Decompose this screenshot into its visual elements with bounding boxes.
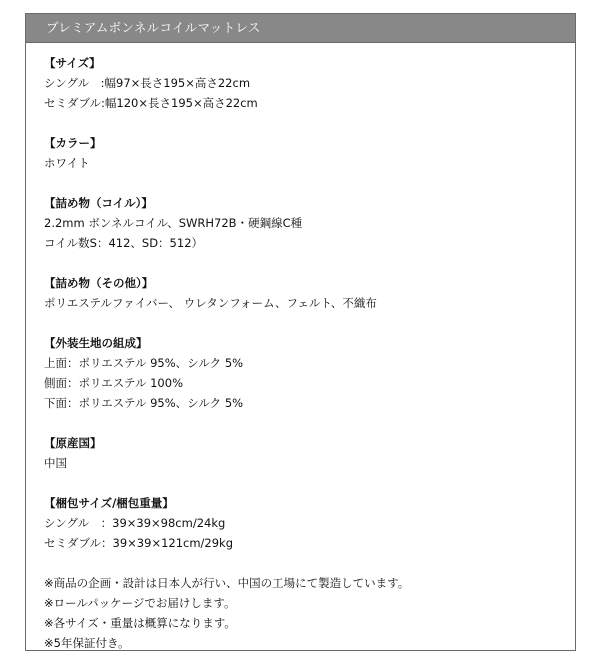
section-heading: 【サイズ】 <box>44 56 101 70</box>
product-title: プレミアムボンネルコイルマットレス <box>46 20 261 35</box>
spec-line: 2.2mm ボンネルコイル、SWRH72B・硬鋼線C種 <box>44 216 303 230</box>
spec-line: セミダブル：39×39×121cm/29kg <box>44 536 234 550</box>
section-heading: 【外装生地の組成】 <box>44 336 148 350</box>
spec-content <box>26 43 575 653</box>
section-origin <box>44 433 575 473</box>
spec-line: 上面：ポリエステル 95%、シルク 5% <box>44 356 244 370</box>
notes <box>44 573 575 653</box>
spec-line: シングル ：39×39×98cm/24kg <box>44 516 226 530</box>
spec-line: コイル数S：412、SD：512） <box>44 236 204 250</box>
section-fabric <box>44 333 575 413</box>
spec-line: 中国 <box>44 456 67 470</box>
spec-line: 下面：ポリエステル 95%、シルク 5% <box>44 396 244 410</box>
note-line: ※商品の企画・設計は日本人が行い、中国の工場にて製造しています。 <box>44 576 410 590</box>
section-package <box>44 493 575 553</box>
spec-line: セミダブル:幅120×長さ195×高さ22cm <box>44 96 258 110</box>
spec-line: ホワイト <box>44 156 90 170</box>
spec-line: 側面：ポリエステル 100% <box>44 376 183 390</box>
section-heading: 【カラー】 <box>44 136 102 150</box>
section-size <box>44 53 575 113</box>
note-line: ※5年保証付き。 <box>44 636 130 650</box>
spec-table <box>25 13 576 651</box>
section-filling-other <box>44 273 575 313</box>
section-color <box>44 133 575 173</box>
spec-header <box>26 14 575 43</box>
section-filling-coil <box>44 193 575 253</box>
section-heading: 【原産国】 <box>44 436 102 450</box>
spec-line: ポリエステルファイバー、 ウレタンフォーム、フェルト、不織布 <box>44 296 377 310</box>
section-heading: 【梱包サイズ/梱包重量】 <box>44 496 174 510</box>
section-heading: 【詰め物（その他）】 <box>44 276 154 290</box>
note-line: ※ロールパッケージでお届けします。 <box>44 596 236 610</box>
section-heading: 【詰め物（コイル）】 <box>44 196 153 210</box>
note-line: ※各サイズ・重量は概算になります。 <box>44 616 236 630</box>
spec-line: シングル :幅97×長さ195×高さ22cm <box>44 76 251 90</box>
